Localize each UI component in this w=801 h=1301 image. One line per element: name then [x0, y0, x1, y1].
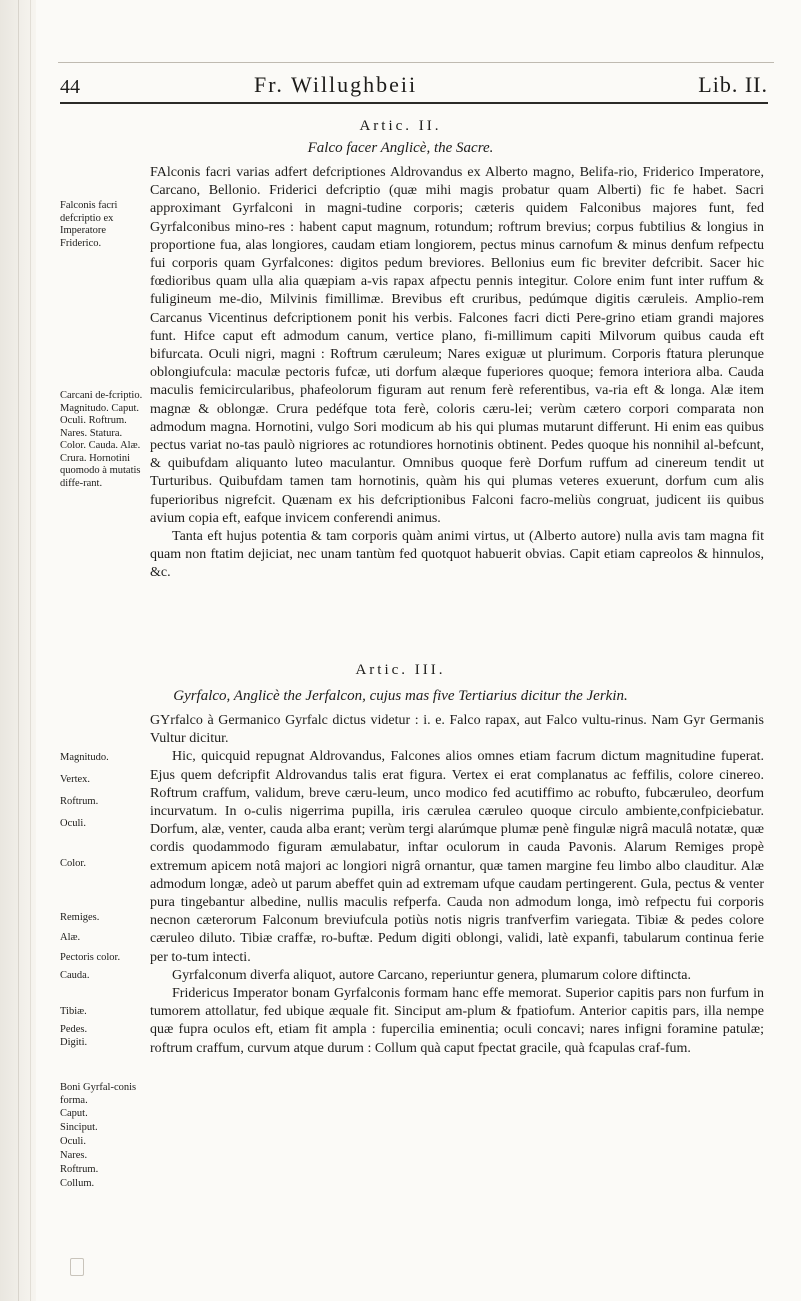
margin-note: Oculi.: [60, 1136, 86, 1147]
margin-note: Tibiæ.: [60, 1006, 87, 1017]
margin-note: Boni Gyrfal-conis forma.: [60, 1082, 137, 1106]
margin-note: Oculi.: [60, 818, 86, 829]
margin-note: Falconis facri defcriptio ex Imperatore Friderico.: [60, 200, 118, 249]
margin-note: Cauda.: [60, 970, 90, 981]
article-2-body: [150, 164, 764, 583]
margin-note: Collum.: [60, 1178, 95, 1189]
top-rule: [58, 62, 774, 63]
library-stamp-mark: [70, 1258, 84, 1276]
article-2-subtitle: Falco facer Anglicè, the Sacre.: [307, 140, 494, 156]
margin-note: Carcani de-fcriptio. Magnitudo. Caput. Oculi. Roftrum. Nares. Statura. Color. Cauda. Alæ. Crura. Hornotini quomodo à mutatis diffe-rant.: [60, 390, 143, 489]
paragraph: GYrfalco à Germanico Gyrfalc dictus videtur : i. e. Falco rapax, aut Falco vultu-rinus. Nam Gyr Germanis Vultur dicitur.: [150, 713, 764, 747]
header-rule: [60, 102, 768, 104]
article-3-body: [150, 712, 764, 1058]
margin-note: Remiges.: [60, 912, 100, 923]
margin-note: Roftrum.: [60, 796, 99, 807]
paragraph: Fridericus Imperator bonam Gyrfalconis formam hanc effe memorat. Superior capitis pars non furfum in tumorem attollatur, fed ubique æquale fit. Sinciput am-plum & fpatiofum. Anterior capitis pars, illa nempe quæ fupra oculos eft, etiam fit ampla : fupercilia eminentia; oculi concavi; nares infigni foramine patulæ; roftrum craffum, curvum atque durum : Collum quà caput fpectat gracile, quà fcapulas craf-fum.: [150, 986, 764, 1056]
paragraph: Tanta eft hujus potentia & tam corporis quàm animi virtus, ut (Alberto autore) nulla avis tam magna fit quam non ftatim dejiciat, nec unam tantùm fed quotquot habuerit obvias. Capit etiam capreolos & hinnulos, &c.: [150, 529, 764, 581]
margin-note: Vertex.: [60, 774, 91, 785]
margin-note: Pedes.: [60, 1024, 88, 1035]
article-2-title: Artic. II.: [359, 118, 442, 134]
paragraph: FAlconis facri varias adfert defcriptiones Aldrovandus ex Alberto magno, Belifa-rio, Friderico Imperatore, Carcano, Bellonio. Friderici defcriptio (quæ mihi magis probatur quam Alberti) fic fe habet. Sacri approximant Gyrfalconi in magni-tudine corporis; cæteris quidem Falconibus majores funt, fed Gyrfalconibus mino-res : habent caput magnum, rotundum; roftrum brevius; corpus fubtilius & longius in proportione fua, alas longiores, caudam etiam longiorem, pectus minus carnofum & minus denfum refpectu fui corporis quam Gyrfalcones: digitos pedum breviores. Bellonius eum fic breviter defcribit. Sacer hic fœdioribus quam ulla alia quæpiam a-vis rapax afpectu pennis integitur. Colore enim funt inter ruffum & fuligineum me-dio, Milvinis fimillimæ. Brevibus eft cruribus, pedúmque digitis cæruleis. Amplio-rem Carcanus Vicentinus defcriptionem ponit his verbis. Falcones facri dicti Pere-grino etiam grandi majores funt. Hifce caput eft admodum canum, vertice plano, fi-millimum capiti Milvorum quibus cauda eft bifurcata. Oculi nigri, magni : Roftrum cæruleum; Nares exiguæ ut plurimum. Corporis ftatura plerunque oblongiufcula: maculæ pectoris fufcæ, uti dorfum alæque fuperiores quoque; femora interiora alba. Cauda maculis femicircularibus, phafeolorum figuram aut renum ferè referentibus, va-ria eft & longa. Alæ item magnæ & oblongæ. Crura pedéfque tota ferè, coloris cæru-lei; verùm cætero corpori comparata non admodum magna. Hornotini, vulgo Sori modicum ab his qui plumas mutarunt differunt. Hi enim eas quibus pectus variat no-tas paulò nigriores ac rotundiores hornotinis obtinent. Pedes quoque his nonnihil al-befcunt, & quibufdam aliquanto luteo maculantur. Omnibus quoque ferè Dorfum ruffum ad cinereum tendit ut Turturibus. Quibufdam tamen tam hornotinis, quàm his qui plumas veteres exuerunt, dorfum cum alis fuperioribus nigrefcit. Quænam ex his defcriptionibus Falconi facro-meliùs congruat, judicent iis quibus avium copia eft, eafque invicem conferendi animus.: [150, 165, 764, 526]
article-3-subtitle: Gyrfalco, Anglicè the Jerfalcon, cujus mas five Tertiarius dicitur the Jerkin.: [173, 688, 628, 704]
margin-note: Digiti.: [60, 1037, 88, 1048]
article-3-title: Artic. III.: [355, 662, 446, 678]
margin-note: Alæ.: [60, 932, 81, 943]
gutter-line: [18, 0, 19, 1301]
margin-note: Caput.: [60, 1108, 88, 1119]
margin-note: Sinciput.: [60, 1122, 98, 1133]
paragraph: Gyrfalconum diverfa aliquot, autore Carcano, reperiuntur genera, plumarum colore diftincta.: [172, 967, 691, 983]
running-head: Fr. Willughbeii: [254, 72, 418, 97]
page-number: 44: [60, 76, 80, 98]
gutter-line: [30, 0, 31, 1301]
book-label: Lib. II.: [698, 72, 768, 97]
margin-note: Pectoris color.: [60, 952, 121, 963]
margin-note: Color.: [60, 858, 86, 869]
margin-note: Roftrum.: [60, 1164, 99, 1175]
margin-note: Magnitudo.: [60, 752, 109, 763]
running-header: [60, 72, 768, 104]
margin-note: Nares.: [60, 1150, 88, 1161]
paragraph: Hic, quicquid repugnat Aldrovandus, Falcones alios omnes etiam facrum dictum magnitudine fuperat. Ejus quem defcripfit Aldrovandus talis erat figura. Vertex ei erat complanatus ac feffilis, colore cinereo. Roftrum craffum, validum, breve cæru-leum, unco modico fed acutiffimo ac robufto, fubcæruleo, deorfum incurvatum. In o-culis nigerrima pupilla, iris cærulea cæruleo quoque circulo ambiente,confpiciebatur. Dorfum, alæ, venter, cauda alba erant; verùm tergi alarúmque plumæ penè fingulæ nigrâ maculâ notatæ, quæ cordis quodammodo figuram æmulabatur, inftar oculorum in cauda Pavonis. Alarum Remiges propè extremum apicem notâ majori ac longiori nigrâ ornantur, quæ tamen margine feu limbo albo clauditur. Alæ admodum longæ, adeò ut parum abeffet quin ad extremam ufque caudam pertingerent. Gula, pectus & venter pura tingebantur albedine, nullis maculis refperfa. Cauda non admodum longa, imò refpectu fui corporis necnon cæterorum Falconum breviufcula potiùs notis nigris tranfverfim variegata. Tibiæ & pedes colore cæruleo diluto. Tibiæ craffæ, ro-buftæ. Pedum digiti oblongi, validi, latè expanfi, tabularum continua ferie per to-tum intecti.: [150, 749, 764, 965]
